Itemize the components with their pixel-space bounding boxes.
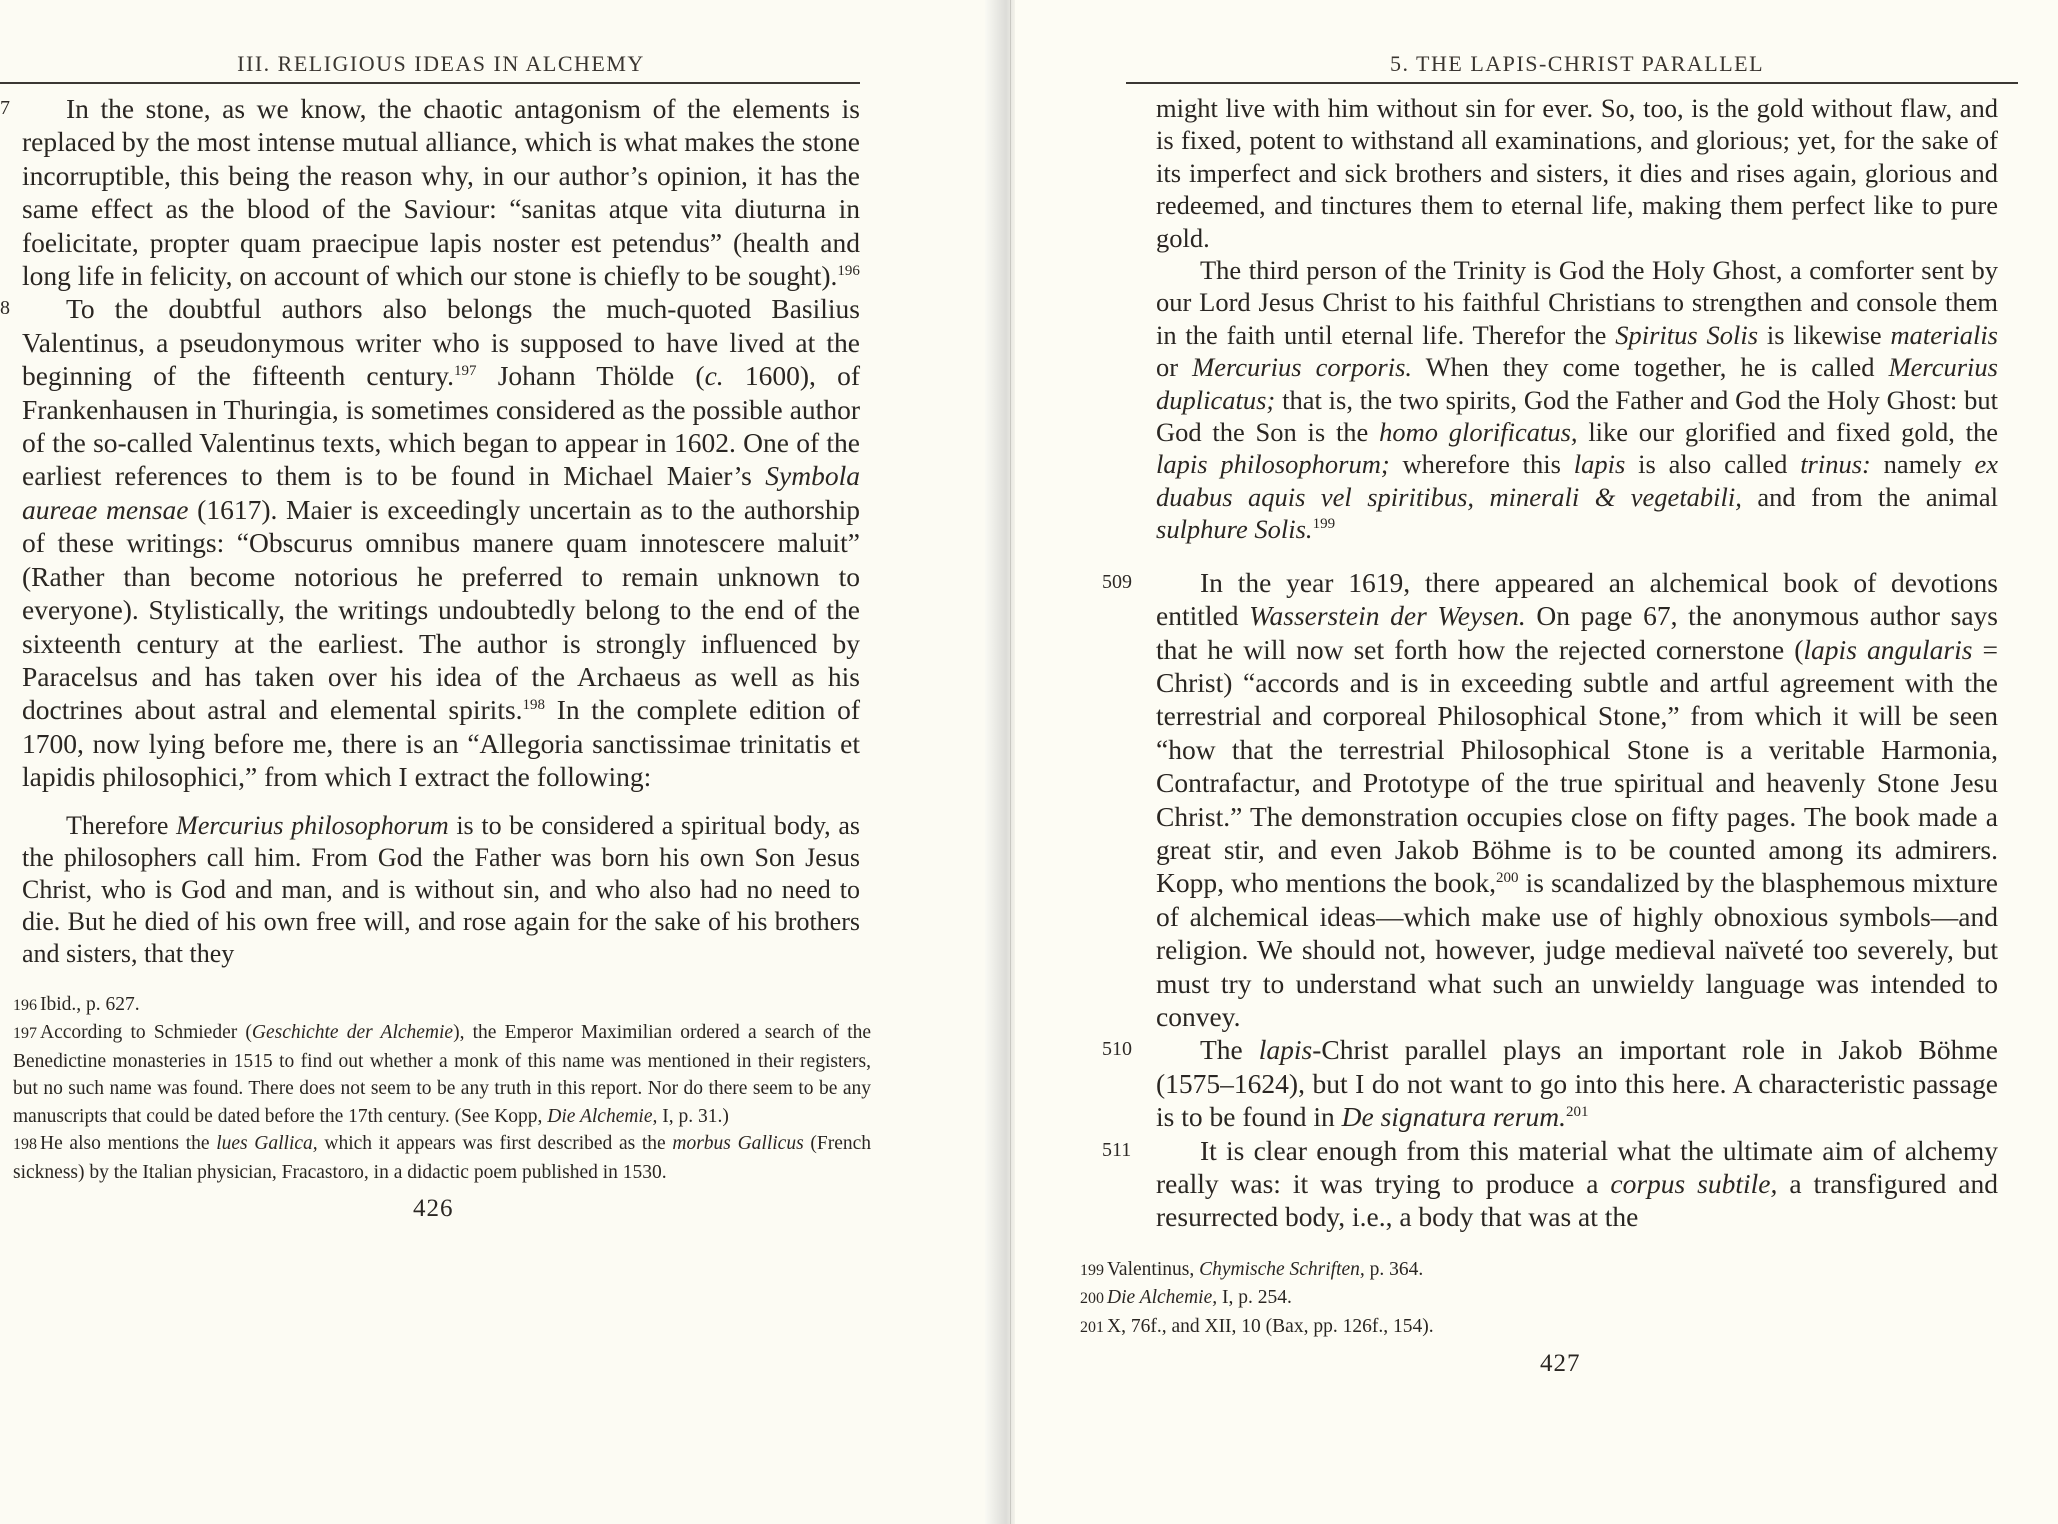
paragraph-content: [1156, 1135, 1998, 1233]
italic-text: c.: [704, 360, 724, 392]
text-run: According to Schmieder (: [40, 1022, 252, 1044]
text-run: or: [1156, 352, 1193, 383]
text-run: In the stone, as we know, the chaotic antagonism of the elements is replaced by the most intense mutual alliance, which is what makes the stone incorruptible, this being the reason why, in our author’s opinion, it has the same effect as the blood of the Saviour: “sanitas atque vita diuturna in foelicitate, propter quam praecipue lapis noster est petendus” (health and long life in felicity, on account of which our stone is chiefly to be sought).: [22, 93, 860, 292]
text-run: On page 67, the anonymous author says that he will now set forth how the rejected cornerstone (: [1156, 600, 1999, 665]
italic-text: homo glorificatus,: [1379, 417, 1578, 448]
italic-text: Mercurius corporis.: [1192, 352, 1413, 383]
page-number-right: 427: [1540, 1350, 1581, 1378]
right-page: [1010, 0, 2058, 1524]
text-run: = Christ) “accords and is in exceeding subtle and artful agreement with the terrestrial and corporeal Philosophical Stone,” from which it will be seen “how that the terrestrial Philosophical Stone is a veritable Harmonia, Contrafactur, and Prototype of the true spiritual and heavenly Stone Jesu Christ.” The demonstration occupies close on fifty pages. The book made a great stir, and even Jakob Böhme is to be counted among its admirers. Kopp, who mentions the book,: [1156, 633, 1998, 899]
italic-text: Symbola aureae mensae: [22, 460, 860, 525]
text-run: I, p. 254.: [1217, 1287, 1292, 1309]
italic-text: lues Gallica,: [216, 1133, 318, 1155]
italic-text: Die Alchemie,: [547, 1105, 658, 1127]
text-run: 1600), of Frankenhausen in Thuringia, is sometimes considered as the possible author of the so-called Valentinus texts, which began to appear in 1602. One of the earliest references to them is to be found in Michael Maier’s: [22, 360, 860, 492]
text-run: wherefore this: [1389, 449, 1574, 480]
footnote-reference: 199: [1312, 516, 1336, 533]
footnote: [13, 1130, 871, 1186]
italic-text: corpus subtile,: [1610, 1168, 1778, 1199]
italic-text: Mercurius philosophorum: [176, 810, 449, 840]
paragraph-content: [1156, 255, 1998, 544]
section-spacer: [1156, 546, 1998, 566]
right-quoted-text: [1156, 92, 1998, 546]
italic-text: morbus Gallicus: [672, 1133, 804, 1155]
body-paragraph: [1102, 566, 1999, 1034]
text-run: It is clear enough from this material what the ultimate aim of alchemy really was: it was trying to produce a: [1156, 1134, 1998, 1199]
left-page-column: [0, 50, 872, 1224]
text-run: is to be considered a spiritual body, as the philosophers call him. From God the Father was born his own Son Jesus Christ, who is God and man, and is without sin, and who also had no need to die. But he died of his own free will, and rose again for the sake of his brothers and sisters, that they: [22, 810, 861, 969]
footnote-number: 201: [1080, 1318, 1104, 1336]
footnote: [13, 991, 871, 1020]
italic-text: Chymische Schriften,: [1199, 1258, 1365, 1280]
text-run: which it appears was first described as the: [317, 1133, 673, 1155]
paragraph-content: [22, 93, 860, 291]
paragraph-content: [1156, 93, 1998, 253]
italic-text: materialis: [1890, 319, 1998, 350]
left-head-rule: [0, 82, 860, 84]
body-paragraph: [1102, 1033, 1998, 1133]
quoted-allegory: [22, 810, 860, 971]
text-run: The: [1200, 1034, 1259, 1066]
text-run: In the year 1619, there appeared an alchemical book of devotions entitled: [1156, 566, 1998, 632]
text-run: I, p. 31.): [657, 1105, 729, 1127]
italic-text: lapis angularis: [1803, 633, 1973, 665]
text-run: He also mentions the: [40, 1133, 217, 1155]
italic-text: Geschichte der Alchemie: [251, 1022, 454, 1044]
footnote-reference: 198: [522, 697, 546, 714]
text-run: (1617). Maier is exceedingly uncertain as to the authorship of these writings: “Obscurus omnibus manere quam innotescere maluit” (Rather than become notorious he preferred to remain unknown to everyone). Stylistically, the writings undoubtedly belong to the end of the sixteenth century at the earliest. The author is strongly influenced by Paracelsus and has taken over his idea of the Archaeus as well as his doctrines about astral and elemental spirits.: [22, 493, 860, 726]
text-run: Ibid., p. 627.: [40, 993, 140, 1015]
text-run: might live with him without sin for ever. So, too, is the gold without flaw, and is fixed, potent to withstand all examinations, and glorious; yet, for the sake of its imperfect and sick brothers and sisters, it dies and rises again, glorious and redeemed, and tinctures them to eternal life, making them perfect like to pure gold.: [1156, 93, 1998, 253]
footnote-reference: 197: [454, 363, 477, 380]
footnote: [1080, 1313, 1880, 1342]
paragraph-number: 511: [1102, 1138, 1132, 1161]
text-run: namely: [1870, 449, 1975, 480]
footnote: [13, 1019, 871, 1130]
page-number-left: 426: [413, 1195, 454, 1223]
italic-text: lapis: [1573, 449, 1626, 480]
paragraph-number: 7: [0, 97, 10, 119]
text-run: like our glorified and fixed gold, the: [1577, 417, 1998, 448]
text-run: a transfigured and resurrected body, i.e., a body that was at the: [1156, 1168, 1998, 1233]
footnote-reference: 201: [1565, 1104, 1589, 1121]
italic-text: Wasserstein der Weysen.: [1249, 600, 1526, 632]
text-run: ), the Emperor Maximilian ordered a search of the Benedictine monasteries in 1515 to find out whether a monk of this name was mentioned in their registers, but no such name was found. There does not seem to be any truth in this report. Nor do there seem to be any manuscripts that could be dated before the 17th century. (See Kopp,: [13, 1022, 872, 1127]
italic-text: Mercurius duplicatus;: [1156, 352, 1998, 415]
right-running-head: 5. THE LAPIS-CHRIST PARALLEL: [1389, 51, 1765, 76]
text-run: In the complete edition of 1700, now lying before me, there is an “Allegoria sanctissimae trinitatis et lapidis philosophici,” from which I extract the following:: [22, 694, 860, 793]
right-head-rule: [1126, 82, 2018, 84]
footnote-number: 200: [1080, 1290, 1104, 1308]
text-run: The third person of the Trinity is God the Holy Ghost, a comforter sent by our Lord Jesus Christ to his faithful Christians to strengthen and console them in the faith until eternal life. Therefor the: [1156, 255, 1998, 350]
italic-text: Spiritus Solis: [1615, 319, 1759, 350]
italic-text: Die Alchemie,: [1107, 1287, 1218, 1309]
italic-text: ex duabus aquis vel spiritibus, minerali & vegetabili,: [1156, 449, 1999, 512]
right-page-column: [1080, 50, 1999, 1379]
italic-text: lapis: [1258, 1034, 1313, 1066]
text-run: p. 364.: [1364, 1258, 1424, 1280]
text-run: When they come together, he is called: [1412, 352, 1889, 383]
italic-text: trinus:: [1800, 449, 1871, 480]
text-run: To the doubtful authors also belongs the much-quoted Basilius Valentinus, a pseudonymous writer who is supposed to have lived at the beginning of the fifteenth century.: [22, 293, 860, 392]
quoted-paragraph: [1156, 254, 1998, 546]
right-footnotes: [1080, 1256, 1880, 1342]
left-body-text: [0, 92, 861, 971]
paragraph-content: [1156, 567, 1998, 1032]
footnote-reference: 196: [837, 263, 860, 280]
text-run: -Christ parallel plays an important role in Jakob Böhme (1575–1624), but I do not want to go into this here. A characteristic passage is to be found in: [1156, 1034, 1998, 1133]
paragraph-content: [22, 293, 860, 792]
footnote-reference: 200: [1496, 870, 1519, 887]
body-paragraph: [1102, 1134, 1998, 1234]
text-run: is also called: [1625, 449, 1801, 480]
footnote-number: 196: [13, 996, 37, 1014]
left-footnotes: [13, 991, 871, 1187]
quoted-paragraph: [1156, 92, 1998, 254]
footnote: [1080, 1256, 1880, 1285]
paragraph-content: [22, 811, 860, 969]
text-run: (French sickness) by the Italian physician, Fracastoro, in a didactic poem published in 1530.: [13, 1133, 871, 1183]
footnote: [1080, 1284, 1880, 1313]
paragraph-number: 8: [0, 297, 10, 320]
text-run: is likewise: [1758, 319, 1891, 350]
text-run: X, 76f., and XII, 10 (Bax, pp. 126f., 154).: [1107, 1315, 1434, 1337]
text-run: Johann Thölde (: [476, 360, 705, 392]
paragraph-number: 509: [1102, 570, 1132, 593]
text-run: Valentinus,: [1107, 1258, 1200, 1280]
footnote-number: 199: [1080, 1261, 1104, 1279]
footnote-number: 197: [13, 1025, 37, 1043]
left-running-head: III. RELIGIOUS IDEAS IN ALCHEMY: [237, 51, 645, 76]
italic-text: De signatura rerum.: [1341, 1101, 1566, 1133]
paragraph-content: [1156, 1034, 1998, 1132]
text-run: is scandalized by the blasphemous mixture of alchemical ideas—which make use of highly obnoxious symbols—and religion. We should not, however, judge medieval naïveté too severely, but must try to understand what such an unwieldy language was intended to convey.: [1156, 867, 1998, 1032]
gutter-fold-line: [1010, 0, 1011, 1524]
paragraph-number: 510: [1102, 1038, 1132, 1061]
right-body-text: [1102, 566, 1999, 1234]
italic-text: sulphure Solis.: [1156, 514, 1313, 545]
text-run: that is, the two spirits, God the Father and God the Holy Ghost: but God the Son is the: [1156, 384, 1998, 448]
body-paragraph: [0, 92, 860, 292]
left-page: [0, 0, 990, 1524]
text-run: Therefore: [66, 810, 177, 840]
italic-text: lapis philosophorum;: [1156, 449, 1390, 480]
footnote-number: 198: [13, 1136, 37, 1154]
text-run: and from the animal: [1741, 481, 1998, 512]
body-paragraph: [0, 292, 860, 793]
